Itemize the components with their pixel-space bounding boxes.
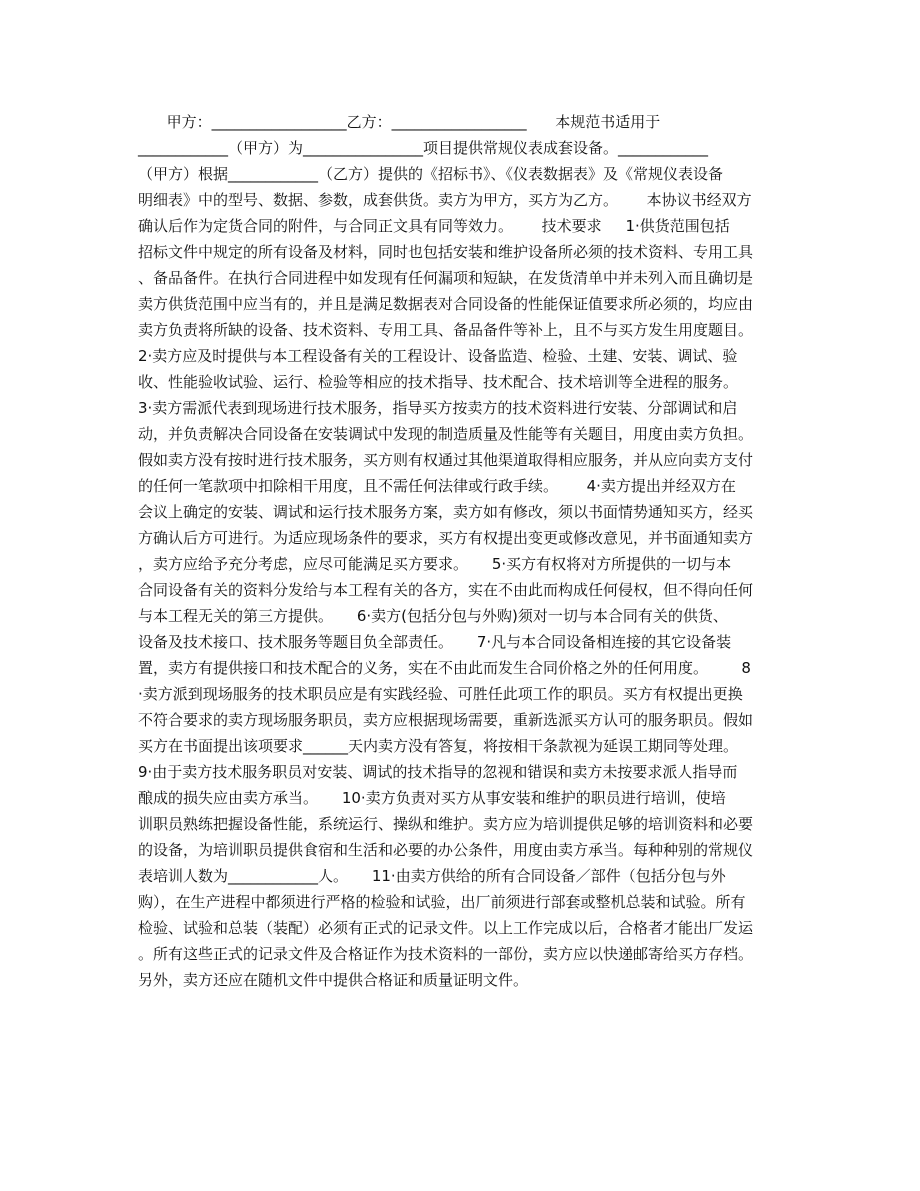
document-line: 收、性能验收试验、运行、检验等相应的技术指导、技术配合、技术培训等全进程的服务。 (138, 373, 739, 391)
document-line: 检验、试验和总装（装配）必须有正式的记录文件。以上工作完成以后，合格者才能出厂发运 (138, 919, 754, 937)
document-line: 的任何一笔款项中扣除相干用度，且不需任何法律或行政手续。 4·卖方提出并经双方在 (138, 477, 736, 495)
document-line: 甲方：__________________乙方：__________________ 本规范书适用于 (138, 113, 661, 131)
document-line: 卖方负责将所缺的设备、技术资料、专用工具、备品备件等补上，且不与买方发生用度题目。 (138, 321, 754, 339)
document-line: 训职员熟练把握设备性能，系统运行、操纵和维护。卖方应为培训提供足够的培训资料和必要 (138, 815, 754, 833)
document-line: 另外，卖方还应在随机文件中提供合格证和质量证明文件。 (138, 971, 529, 989)
document-line: 明细表》中的型号、数据、参数，成套供货。卖方为甲方，买方为乙方。 本协议书经双方 (138, 191, 752, 209)
document-line: 合同设备有关的资料分发给与本工程有关的各方，实在不由此而构成任何侵权，但不得向任何 (138, 581, 754, 599)
document-line: 卖方供货范围中应当有的，并且是满足数据表对合同设备的性能保证值要求所必须的，均应由 (138, 295, 754, 313)
document-line: 3·卖方需派代表到现场进行技术服务，指导买方按卖方的技术资料进行安装、分部调试和启 (138, 399, 738, 417)
document-line: ，卖方应给予充分考虑，应尽可能满足买方要求。 5·买方有权将对方所提供的一切与本 (138, 555, 732, 573)
document-line: 2·卖方应及时提供与本工程设备有关的工程设计、设备监造、检验、土建、安装、调试、验 (138, 347, 738, 365)
document-body (138, 109, 786, 993)
document-line: 招标文件中规定的所有设备及材料，同时也包括安装和维护设备所必须的技术资料、专用工具 (138, 243, 754, 261)
document-line: 与本工程无关的第三方提供。 6·卖方(包括分包与外购)须对一切与本合同有关的供货、 (138, 607, 728, 625)
document-line: 假如卖方没有按时进行技术服务，买方则有权通过其他渠道取得相应服务，并从应向卖方支付 (138, 451, 754, 469)
document-line: 方确认后方可进行。为适应现场条件的要求，买方有权提出变更或修改意见，并书面通知卖方 (138, 529, 754, 547)
document-line: 置，卖方有提供接口和技术配合的义务，实在不由此而发生合同价格之外的任何用度。 8 (138, 659, 751, 677)
document-line: 的设备，为培训职员提供食宿和生活和必要的办公条件，用度由卖方承当。每种种别的常规仪 (138, 841, 754, 859)
document-line: 购），在生产进程中都须进行严格的检验和试验，出厂前须进行部套或整机总装和试验。所有 (138, 893, 746, 911)
document-line: 、备品备件。在执行合同进程中如发现有任何漏项和短缺，在发货清单中并未列入而且确切是 (138, 269, 754, 287)
document-line: 酿成的损失应由卖方承当。 10·卖方负责对买方从事安装和维护的职员进行培训，使培 (138, 789, 726, 807)
document-line: 会议上确定的安装、调试和运行技术服务方案，卖方如有修改，须以书面情势通知买方，经买 (138, 503, 754, 521)
document-line: 不符合要求的卖方现场服务职员，卖方应根据现场需要，重新选派买方认可的服务职员。假如 (138, 711, 754, 729)
document-line: （甲方）根据____________（乙方）提供的《招标书》、《仪表数据表》及《常规仪表设备 (138, 165, 724, 183)
document-line: ·卖方派到现场服务的技术职员应是有实践经验、可胜任此项工作的职员。买方有权提出更换 (138, 685, 743, 703)
document-line: 确认后作为定货合同的附件，与合同正文具有同等效力。 技术要求 1·供货范围包括 (138, 217, 730, 235)
document-line: 动，并负责解决合同设备在安装调试中发现的制造质量及性能等有关题目，用度由卖方负担。 (138, 425, 754, 443)
document-line: 买方在书面提出该项要求______天内卖方没有答复，将按相干条款视为延误工期同等处理。 (138, 737, 739, 755)
document-line: ____________（甲方）为________________项目提供常规仪表成套设备。____________ (138, 139, 709, 157)
document-line: 。所有这些正式的记录文件及合格证作为技术资料的一部份，卖方应以快递邮寄给买方存档。 (138, 945, 754, 963)
document-line: 表培训人数为____________人。 11·由卖方供给的所有合同设备／部件（包括分包与外 (138, 867, 726, 885)
document-line: 9·由于卖方技术服务职员对安装、调试的技术指导的忽视和错误和卖方未按要求派人指导而 (138, 763, 738, 781)
document-line: 设备及技术接口、技术服务等题目负全部责任。 7·凡与本合同设备相连接的其它设备装 (138, 633, 732, 651)
